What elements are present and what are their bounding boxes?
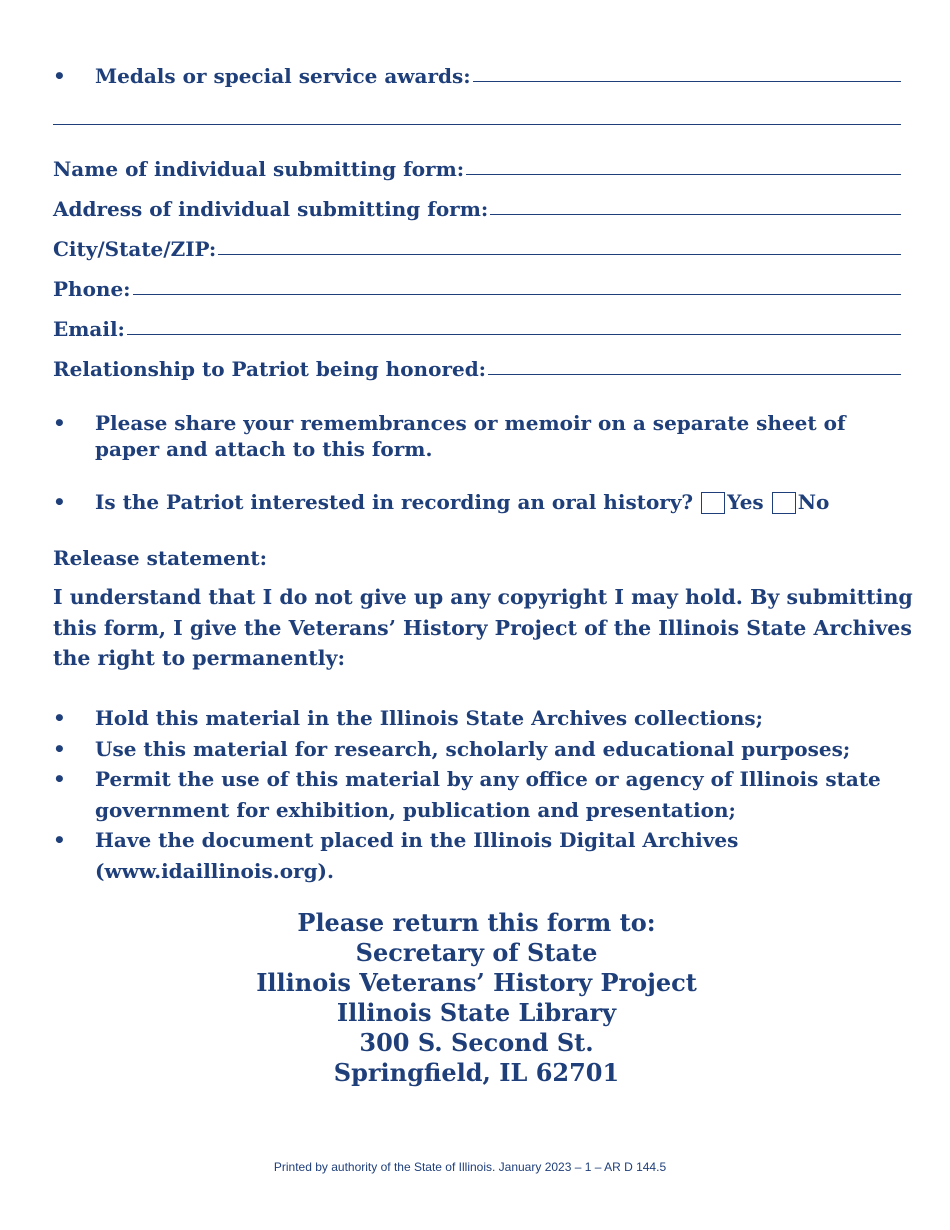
oral-history-question-row bbox=[53, 489, 901, 515]
medals-input-line[interactable] bbox=[473, 80, 901, 82]
bullet: • bbox=[53, 411, 66, 435]
return-address bbox=[0, 908, 950, 1088]
no-checkbox[interactable] bbox=[772, 492, 796, 514]
medals-continuation-line[interactable] bbox=[53, 124, 901, 125]
footer-text: Printed by authority of the State of Illinois. January 2023 – 1 – AR D 144.5 bbox=[273, 1160, 667, 1174]
no-label: No bbox=[797, 490, 830, 514]
release-statement-body: I understand that I do not give up any copyright I may hold. By submitting this form, I give the Veterans’ History Project of the Illinois State Archives the right to permanently: bbox=[53, 585, 913, 670]
bullet: • bbox=[53, 490, 66, 514]
memoir-text: Please share your remembrances or memoir on a separate sheet of paper and attach to this form. bbox=[95, 411, 846, 461]
bullet: • bbox=[53, 64, 66, 88]
return-line-1: Secretary of State bbox=[355, 938, 598, 967]
name-field-row bbox=[53, 157, 901, 181]
email-field-row bbox=[53, 317, 901, 341]
yes-checkbox[interactable] bbox=[701, 492, 725, 514]
oral-history-question: Is the Patriot interested in recording an oral history? bbox=[95, 490, 694, 514]
address-label: Address of individual submitting form: bbox=[53, 197, 489, 221]
relationship-input-line[interactable] bbox=[488, 373, 901, 375]
phone-field-row bbox=[53, 277, 901, 301]
bullet: • bbox=[53, 767, 66, 791]
medals-label: Medals or special service awards: bbox=[95, 64, 471, 88]
return-heading: Please return this form to: bbox=[297, 908, 656, 937]
email-input-line[interactable] bbox=[127, 333, 901, 335]
city-field-row bbox=[53, 237, 901, 261]
list-item: • Have the document placed in the Illinois Digital Archives (www.idaillinois.org). bbox=[53, 825, 901, 886]
release-statement-title: Release statement: bbox=[53, 546, 268, 570]
list-item: • Hold this material in the Illinois State Archives collections; bbox=[53, 703, 901, 734]
address-input-line[interactable] bbox=[490, 213, 901, 215]
city-label: City/State/ZIP: bbox=[53, 237, 217, 261]
yes-label: Yes bbox=[727, 490, 764, 514]
memoir-instruction bbox=[53, 410, 901, 462]
city-input-line[interactable] bbox=[218, 253, 901, 255]
list-item: • Permit the use of this material by any office or agency of Illinois state government for exhibition, publication and presentation; bbox=[53, 764, 901, 825]
phone-label: Phone: bbox=[53, 277, 131, 301]
name-label: Name of individual submitting form: bbox=[53, 157, 465, 181]
bullet: • bbox=[53, 736, 66, 761]
relationship-field-row bbox=[53, 357, 901, 381]
return-line-3: Illinois State Library bbox=[336, 998, 617, 1027]
email-label: Email: bbox=[53, 317, 125, 341]
phone-input-line[interactable] bbox=[133, 293, 901, 295]
list-item: • Use this material for research, scholarly and educational purposes; bbox=[53, 734, 901, 765]
bullet: • bbox=[53, 828, 66, 852]
bullet: • bbox=[53, 706, 66, 730]
release-rights-list bbox=[53, 703, 901, 886]
medals-field-row bbox=[53, 64, 901, 88]
return-line-2: Illinois Veterans’ History Project bbox=[256, 968, 697, 997]
name-input-line[interactable] bbox=[466, 173, 901, 175]
return-line-4: 300 S. Second St. bbox=[359, 1028, 594, 1057]
address-field-row bbox=[53, 197, 901, 221]
return-line-5: Springfield, IL 62701 bbox=[333, 1058, 620, 1087]
relationship-label: Relationship to Patriot being honored: bbox=[53, 357, 487, 381]
